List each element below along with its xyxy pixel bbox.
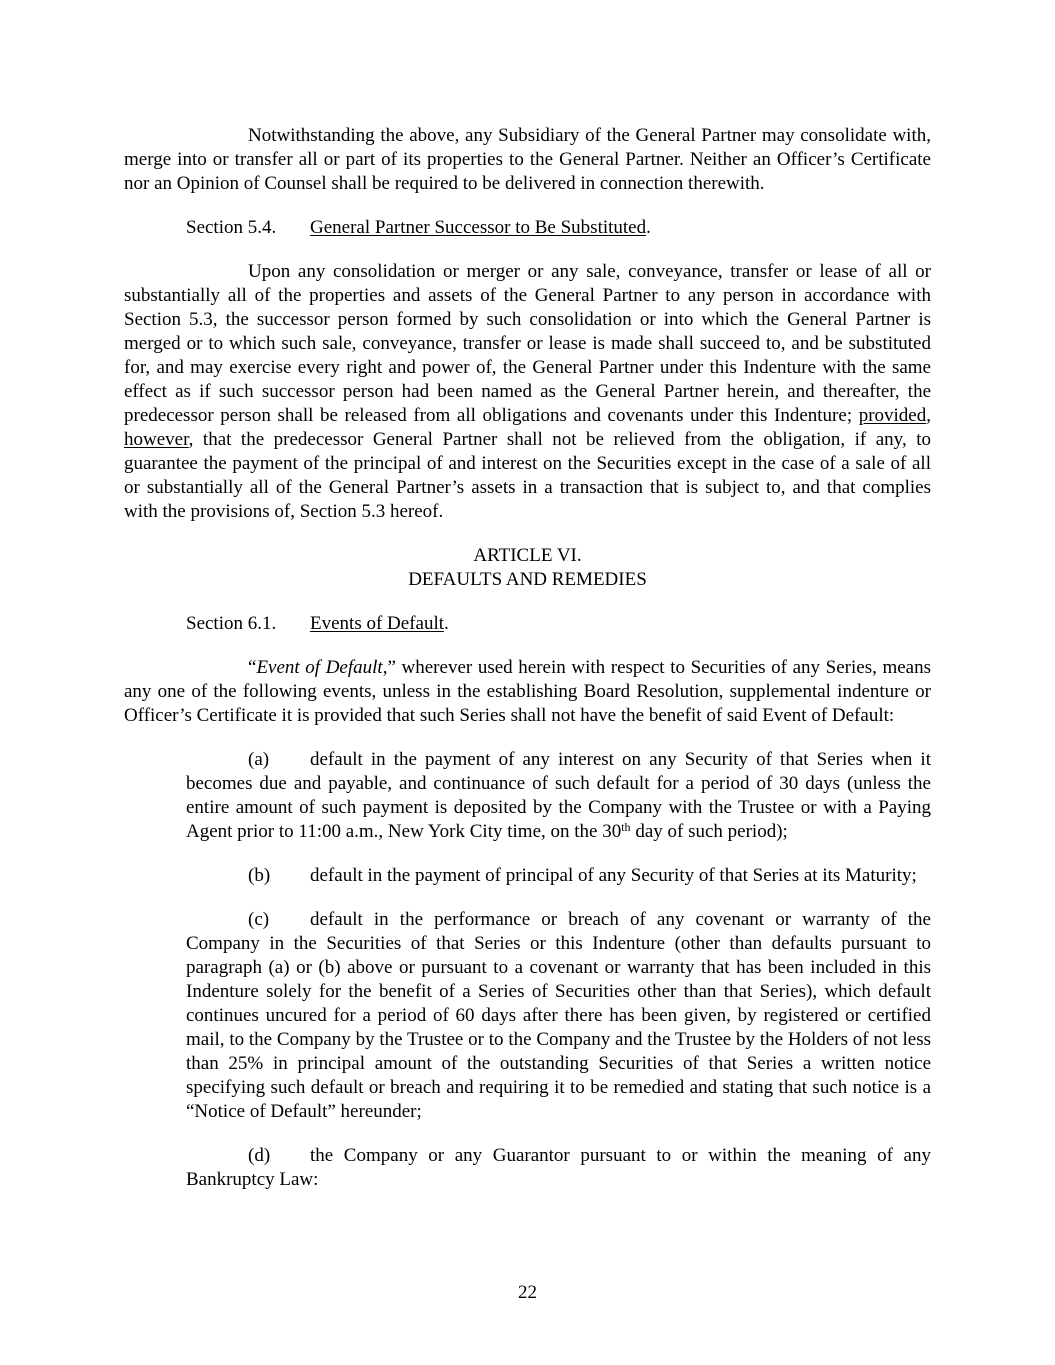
article-title: DEFAULTS AND REMEDIES <box>408 569 647 590</box>
section-number: Section 5.4. <box>186 217 277 238</box>
article-number: ARTICLE VI. <box>473 545 582 566</box>
section-title-period: . <box>646 217 651 238</box>
section-title-period: . <box>444 613 449 634</box>
item-label: (c) <box>248 909 270 930</box>
section-title: General Partner Successor to Be Substituted <box>310 217 647 238</box>
section-number: Section 6.1. <box>186 613 277 634</box>
paragraph-text: , <box>926 405 931 426</box>
item-label: (a) <box>248 749 270 770</box>
paragraph-text: Upon any consolidation or merger or any sale, conveyance, transfer or lease of all or substantially all of the properties and assets of the General Partner to any person in accordance with Section 5.3, the successor person formed by such consolidation or into which the General Partner is merged or to which such sale, conveyance, transfer or lease is made shall succeed to, and be substituted for, and may exercise every right and power of, the General Partner under this Indenture with the same effect as if such successor person had been named as the General Partner herein, and thereafter, the predecessor person shall be released from all obligations and covenants under this Indenture; <box>124 261 931 426</box>
item-text: default in the payment of principal of any Security of that Series at its Maturity; <box>310 865 917 886</box>
document-page <box>124 124 931 1192</box>
list-item-d <box>124 1144 931 1192</box>
item-text: day of such period); <box>630 821 788 842</box>
item-label: (d) <box>248 1145 271 1166</box>
open-quote: “ <box>248 657 257 678</box>
underlined-term-provided: provided <box>858 405 927 426</box>
item-text: default in the payment of any interest on any Security of that Series when it becomes due and payable, and continuance of such default for a period of 30 days (unless the entire amount of such payment is deposited by the Company with the Trustee or with a Paying Agent prior to 11:00 a.m., New York City time, on the 30 <box>186 749 931 842</box>
paragraph-event-of-default-definition <box>124 656 931 728</box>
underlined-term-however: however <box>124 429 189 450</box>
list-item-c <box>124 908 931 1124</box>
article-heading <box>124 544 931 592</box>
list-item-b <box>124 864 931 888</box>
item-text: default in the performance or breach of any covenant or warranty of the Company in the Securities of that Series or this Indenture (other than defaults pursuant to paragraph (a) or (b) above or pursuant to a covenant or warranty that has been included in this Indenture solely for the benefit of a Series of Securities other than that Series), which default continues uncured for a period of 60 days after there has been given, by registered or certified mail, to the Company by the Trustee or to the Company and the Trustee by the Holders of not less than 25% in principal amount of the outstanding Securities of that Series a written notice specifying such default or breach and requiring it to be remedied and stating that such notice is a “Notice of Default” hereunder; <box>186 909 931 1122</box>
section-title: Events of Default <box>310 613 445 634</box>
paragraph-text: , that the predecessor General Partner shall not be relieved from the obligation, if any, to guarantee the payment of the principal of and interest on the Securities except in the case of a sale of all or substantially all of the General Partner’s assets in a transaction that is subject to, and that complies with the provisions of, Section 5.3 hereof. <box>124 429 931 522</box>
item-label: (b) <box>248 865 271 886</box>
paragraph-successor-substituted <box>124 260 931 524</box>
item-text: the Company or any Guarantor pursuant to or within the meaning of any Bankruptcy Law: <box>186 1145 931 1190</box>
superscript: th <box>621 820 631 834</box>
defined-term: Event of Default <box>256 657 383 678</box>
section-5-4-heading <box>124 216 931 240</box>
list-item-a <box>124 748 931 844</box>
section-6-1-heading <box>124 612 931 636</box>
paragraph-text: ,” wherever used herein with respect to Securities of any Series, means any one of the following events, unless in the establishing Board Resolution, supplemental indenture or Officer’s Certificate it is provided that such Series shall not have the benefit of said Event of Default: <box>124 657 932 726</box>
page-number: 22 <box>518 1282 537 1303</box>
paragraph-subsidiary-merger: Notwithstanding the above, any Subsidiary of the General Partner may consolidate with, merge into or transfer all or part of its properties to the General Partner. Neither an Officer’s Certificate nor an Opinion of Counsel shall be required to be delivered in connection therewith. <box>124 125 931 194</box>
